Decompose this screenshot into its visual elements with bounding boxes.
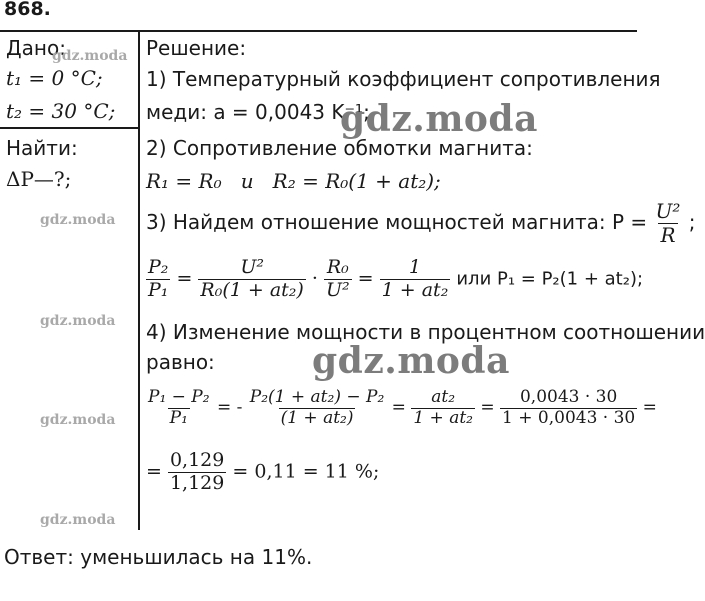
result-tail: = 0,11 = 11 %; xyxy=(232,460,380,483)
equals-sign: = xyxy=(357,267,374,290)
ratio-f3-num: 1 xyxy=(408,256,422,278)
problem-number: 868. xyxy=(4,0,51,20)
step1-line2: меди: a = 0,0043 K⁻¹; xyxy=(146,100,370,124)
ratio-equation xyxy=(146,257,643,302)
watermark: gdz.moda xyxy=(312,340,510,382)
equals-sign: = xyxy=(391,397,406,418)
find-label: Найти: xyxy=(6,136,78,160)
equals-minus: = - xyxy=(216,397,243,418)
equals-sign: = xyxy=(642,397,657,418)
power-fraction-num: U² xyxy=(655,199,681,223)
eq3-c-den: 1 + at₂ xyxy=(413,407,473,428)
ratio-f3-den: 1 + at₂ xyxy=(381,278,449,301)
multiply-dot: · xyxy=(311,267,318,290)
equals-sign: = xyxy=(176,267,193,290)
eq3-a-num: P₁ − P₂ xyxy=(148,387,210,407)
eq3-a-den: P₁ xyxy=(169,407,188,428)
eq3-b-den: (1 + at₂) xyxy=(280,407,354,428)
step2-title: 2) Сопротивление обмотки магнита: xyxy=(146,136,533,160)
ratio-f3 xyxy=(380,257,451,302)
ratio-f1 xyxy=(198,257,305,302)
given-rule xyxy=(0,127,139,129)
step4-line1: 4) Изменение мощности в процентном соотношении xyxy=(146,320,705,344)
given-label: Дано: xyxy=(6,36,66,60)
result-fraction-den: 1,129 xyxy=(169,471,225,494)
eq3-d-den: 1 + 0,0043 · 30 xyxy=(502,407,636,428)
ratio-lhs xyxy=(146,257,170,302)
result-fraction-num: 0,129 xyxy=(169,449,225,471)
watermark: gdz.moda xyxy=(52,48,128,64)
power-fraction xyxy=(654,200,683,247)
ratio-f2-num: R₀ xyxy=(326,256,349,278)
result-fraction xyxy=(168,450,226,495)
vertical-divider xyxy=(138,30,140,530)
watermark: gdz.moda xyxy=(40,313,116,329)
top-rule xyxy=(0,30,637,32)
eq3-d xyxy=(500,388,637,428)
eq3-b xyxy=(248,388,386,428)
step2-equation: R₁ = R₀ и R₂ = R₀(1 + at₂); xyxy=(146,169,441,193)
ratio-lhs-den: P₁ xyxy=(148,278,169,301)
eq3-a xyxy=(146,388,212,428)
step4-line2: равно: xyxy=(146,350,215,374)
equals-sign: = xyxy=(146,460,162,483)
equals-sign: = xyxy=(480,397,495,418)
or-clause: или P₁ = P₂(1 + at₂); xyxy=(456,268,644,290)
given-t1: t₁ = 0 °C; xyxy=(6,66,103,90)
watermark: gdz.moda xyxy=(40,512,116,528)
step1-line1: 1) Температурный коэффициент сопротивления xyxy=(146,67,661,91)
solution-label: Решение: xyxy=(146,36,247,60)
step3-text: 3) Найдем отношение мощностей магнита: P = xyxy=(146,210,648,234)
ratio-f2 xyxy=(324,257,352,302)
ratio-f1-den: R₀(1 + at₂) xyxy=(200,278,304,301)
percent-equation xyxy=(146,388,657,428)
answer: Ответ: уменьшилась на 11%. xyxy=(4,545,313,569)
power-fraction-den: R xyxy=(660,223,676,247)
watermark: gdz.moda xyxy=(40,412,116,428)
find-value: ΔP—?; xyxy=(6,167,72,191)
ratio-f2-den: U² xyxy=(325,278,350,301)
step3-line xyxy=(146,200,696,247)
result-equation xyxy=(146,450,379,495)
eq3-b-num: P₂(1 + at₂) − P₂ xyxy=(249,387,385,407)
eq3-d-num: 0,0043 · 30 xyxy=(519,387,618,407)
ratio-lhs-num: P₂ xyxy=(148,256,169,278)
watermark: gdz.moda xyxy=(40,212,116,228)
given-t2: t₂ = 30 °C; xyxy=(6,99,116,123)
eq3-c xyxy=(411,388,475,428)
ratio-f1-num: U² xyxy=(240,256,264,278)
watermark: gdz.moda xyxy=(340,98,538,140)
step3-end: ; xyxy=(688,210,696,234)
eq3-c-num: at₂ xyxy=(431,387,456,407)
